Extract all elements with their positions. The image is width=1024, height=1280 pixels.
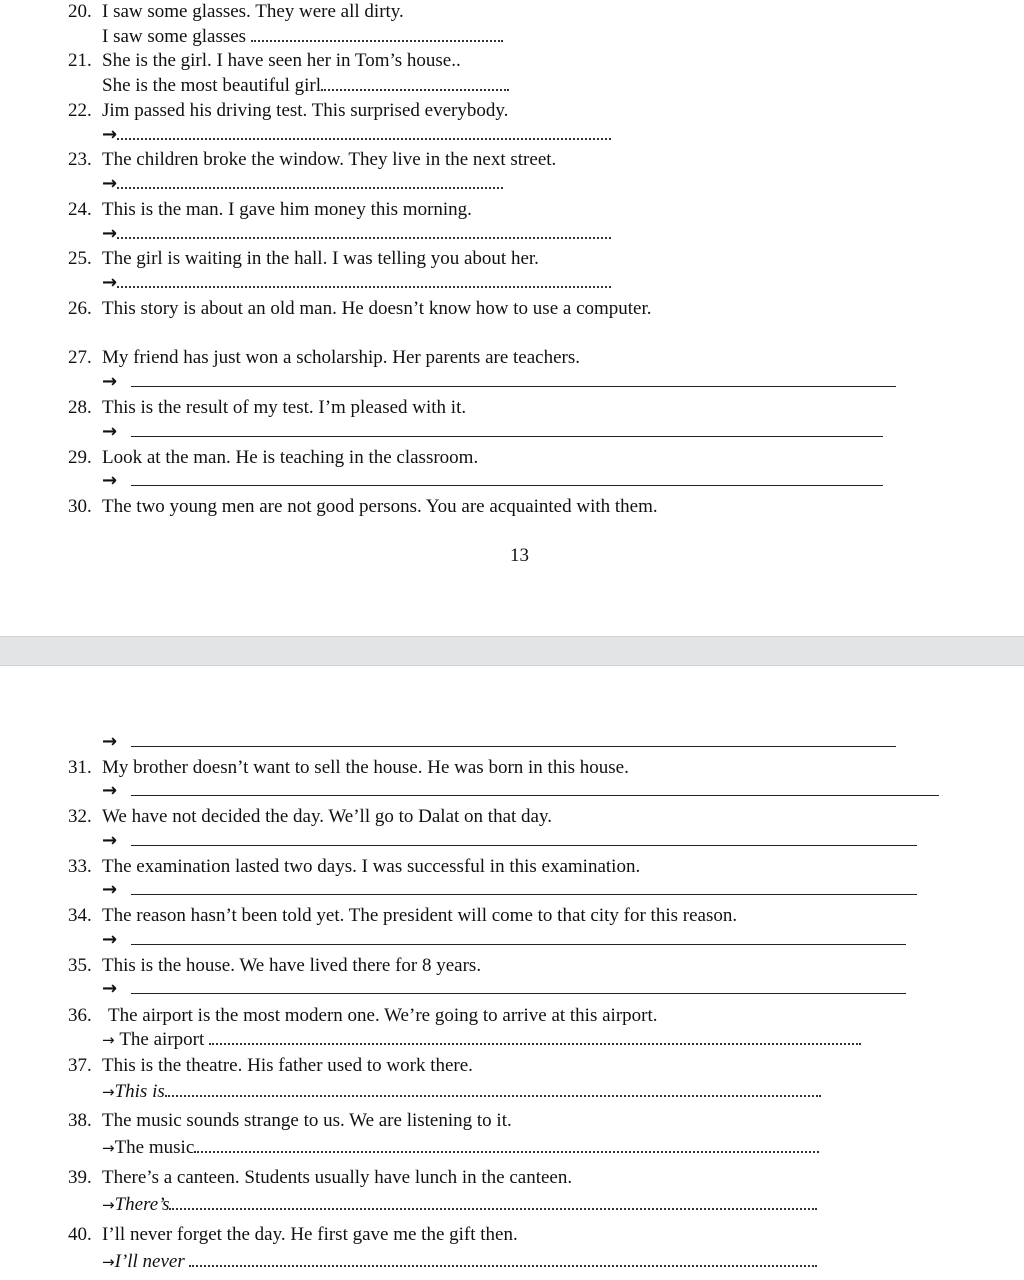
arrow-icon: → (102, 830, 118, 851)
arrow-icon: → (102, 272, 118, 293)
answer-blank-20[interactable] (251, 26, 503, 42)
arrow-icon: → (102, 731, 118, 752)
arrow-icon: → (102, 124, 118, 145)
answer-blank-29[interactable] (131, 469, 883, 486)
answer-blank-23[interactable] (117, 173, 503, 189)
answer-blank-32[interactable] (131, 829, 917, 846)
arrow-icon: → (102, 421, 118, 442)
arrow-icon: → (102, 223, 118, 244)
arrow-icon: → (102, 929, 118, 950)
answer-blank-36[interactable] (209, 1029, 861, 1045)
arrow-icon: → (102, 780, 118, 801)
answer-blank-35[interactable] (131, 977, 906, 994)
arrow-icon: → (102, 1139, 115, 1157)
arrow-icon: → (102, 173, 118, 194)
worksheet-page-bottom: → 31. My brother doesn’t want to sell the house. He was born in this house. → 32. We have not decided the day. We’ll go to Dalat on that day. → 33. The examination lasted two days. I was successful in this examination. → 34. The reason hasn’t been told yet. The president will come to that city for this reason. → 35. This is the house. We have lived there for 8 years. → 36. The airport is the most modern one. We’re going to arrive at this airport. → The airport 37. This is the theatre. His father used to work there. → This is 38. The music sounds strange to us. We are listening to it. → The music 39. There’s a canteen. Students usually have lunch in the canteen. → There’s 40. I’ll never forget the day. He first gave me the gift then. → I’ll never (0, 666, 1024, 1280)
arrow-icon: → (102, 978, 118, 999)
arrow-icon: → (102, 879, 118, 900)
answer-blank-21[interactable] (321, 75, 509, 91)
arrow-icon: → (102, 1253, 115, 1271)
page-separator (0, 636, 1024, 666)
answer-blank-34[interactable] (131, 928, 906, 945)
answer-blank-31[interactable] (131, 779, 939, 796)
arrow-icon: → (102, 1031, 115, 1049)
answer-blank-33[interactable] (131, 878, 917, 895)
answer-blank-28[interactable] (131, 420, 883, 437)
answer-blank-22[interactable] (117, 124, 611, 140)
answer-blank-24[interactable] (117, 223, 611, 239)
answer-blank-38[interactable] (194, 1137, 819, 1153)
answer-blank-39[interactable] (169, 1194, 817, 1210)
answer-blank-40[interactable] (189, 1251, 817, 1267)
answer-blank-27[interactable] (131, 370, 896, 387)
arrow-icon: → (102, 1196, 115, 1214)
page-number: 13 (510, 545, 529, 566)
answer-blank-37[interactable] (165, 1081, 821, 1097)
arrow-icon: → (102, 371, 118, 392)
arrow-icon: → (102, 1083, 115, 1101)
arrow-icon: → (102, 470, 118, 491)
answer-blank-30[interactable] (131, 730, 896, 747)
answer-blank-25[interactable] (117, 272, 611, 288)
worksheet-page-top: 20. I saw some glasses. They were all dirty. I saw some glasses 21. She is the girl. I have seen her in Tom’s house.. She is the most beautiful girl 22. Jim passed his driving test. This surprised everybody. → 23. The children broke the window. They live in the next street. → 24. This is the man. I gave him money this morning. → 25. The girl is waiting in the hall. I was telling you about her. → 26. This story is about an old man. He doesn’t know how to use a computer. 27. My friend has just won a scholarship. Her parents are teachers. → 28. This is the result of my test. I’m pleased with it. → 29. Look at the man. He is teaching in the classroom. → 30. The two young men are not good persons. You are acquainted with them. 13 (0, 0, 1024, 636)
